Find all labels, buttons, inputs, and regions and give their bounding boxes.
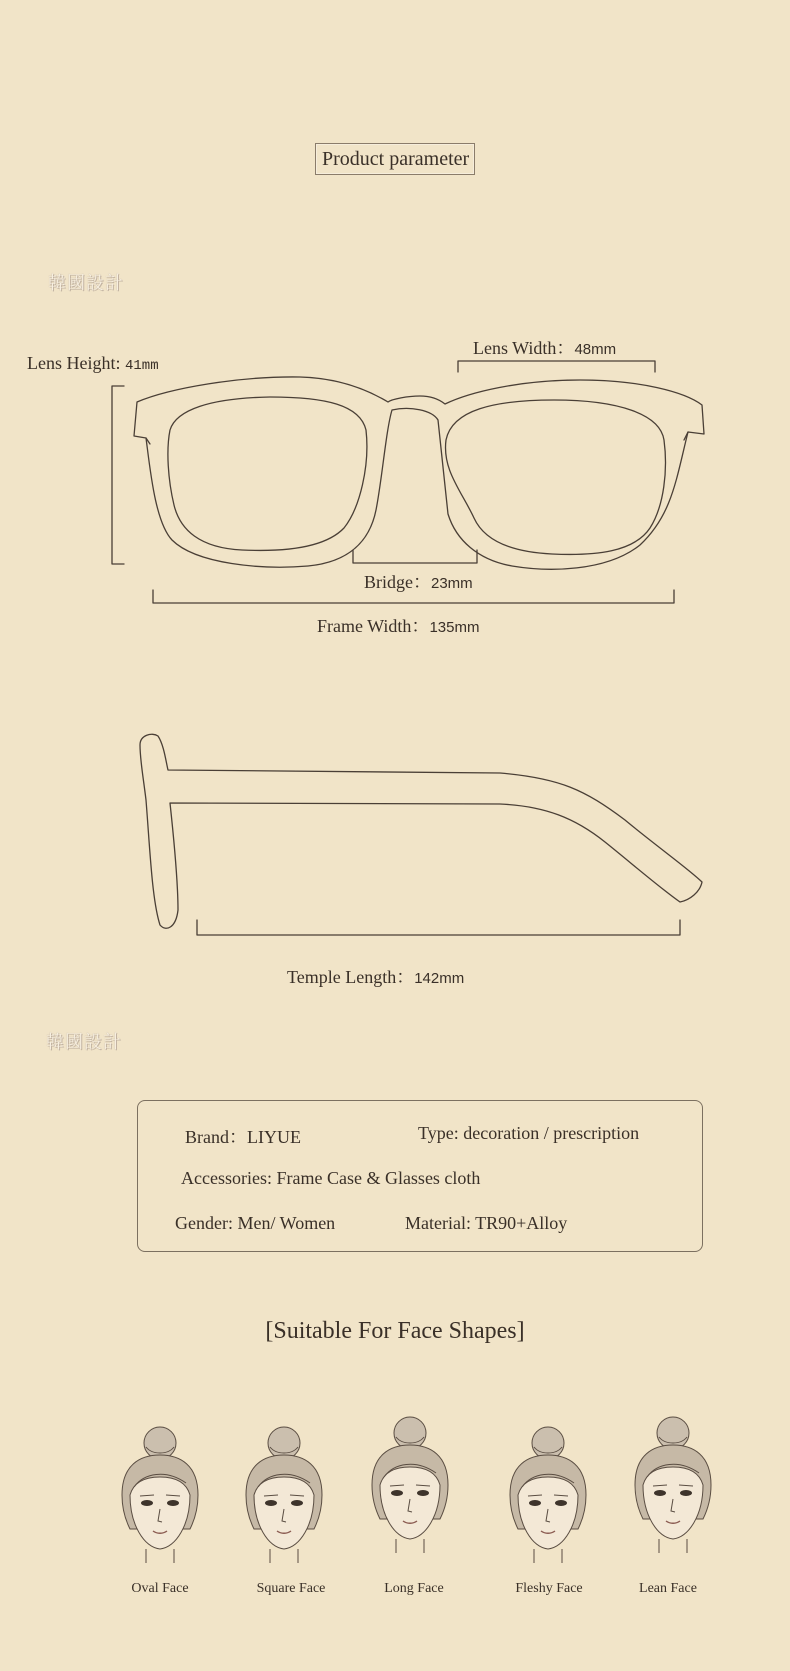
faces-title-text: Suitable For Face Shapes: [273, 1318, 517, 1344]
page-title: Product parameter: [315, 143, 475, 175]
watermark-middle: 韓國設計: [46, 1032, 122, 1052]
faces-section-title: [0, 1318, 790, 1345]
lens-width-title: Lens Width：: [473, 338, 575, 358]
lens-height-label: [27, 353, 159, 374]
temple-length-title: Temple Length：: [287, 967, 415, 987]
square-face-illustration: [224, 1425, 344, 1565]
frame-width-value: 135mm: [429, 619, 480, 636]
spec-gender: Gender: Men/ Women: [175, 1213, 336, 1233]
oval-face-illustration: [100, 1425, 220, 1565]
lens-width-value: 48mm: [574, 341, 617, 358]
spec-brand: Brand：LIYUE: [185, 1127, 301, 1147]
lens-width-bracket: [458, 361, 655, 372]
spec-accessories: Accessories: Frame Case & Glasses cloth: [181, 1168, 481, 1188]
title-bracket-open: [: [265, 1318, 274, 1344]
temple-length-value: 142mm: [414, 970, 465, 987]
lens-height-value: 41mm: [124, 358, 159, 374]
bridge-value: 23mm: [431, 575, 473, 592]
lens-left: [168, 397, 367, 550]
face-label-lean: Lean Face: [639, 1581, 697, 1596]
temple-outline: [140, 734, 702, 928]
lens-width-label: [473, 334, 616, 360]
long-face-illustration: [350, 1415, 470, 1555]
spec-type: Type: decoration / prescription: [418, 1123, 640, 1143]
temple-length-label: [287, 963, 464, 989]
watermark-top: 韓國設計: [48, 273, 124, 293]
bridge-title: Bridge：: [364, 572, 431, 592]
bridge-bracket: [353, 550, 477, 563]
title-bracket-close: ]: [516, 1318, 525, 1344]
lens-height-bracket: [112, 386, 124, 564]
spec-material: Material: TR90+Alloy: [405, 1213, 568, 1233]
face-label-fleshy: Fleshy Face: [515, 1581, 583, 1596]
face-label-oval: Oval Face: [131, 1581, 189, 1596]
face-label-square: Square Face: [256, 1581, 326, 1596]
lean-face-illustration: [613, 1415, 733, 1555]
fleshy-face-illustration: [488, 1425, 608, 1565]
frame-width-label: [317, 612, 479, 638]
bridge-label: [364, 568, 473, 594]
lens-height-title: Lens Height:: [27, 353, 121, 373]
lens-right: [445, 400, 665, 554]
temple-length-bracket: [197, 920, 680, 935]
face-label-long: Long Face: [384, 1581, 444, 1596]
frame-width-title: Frame Width：: [317, 616, 430, 636]
